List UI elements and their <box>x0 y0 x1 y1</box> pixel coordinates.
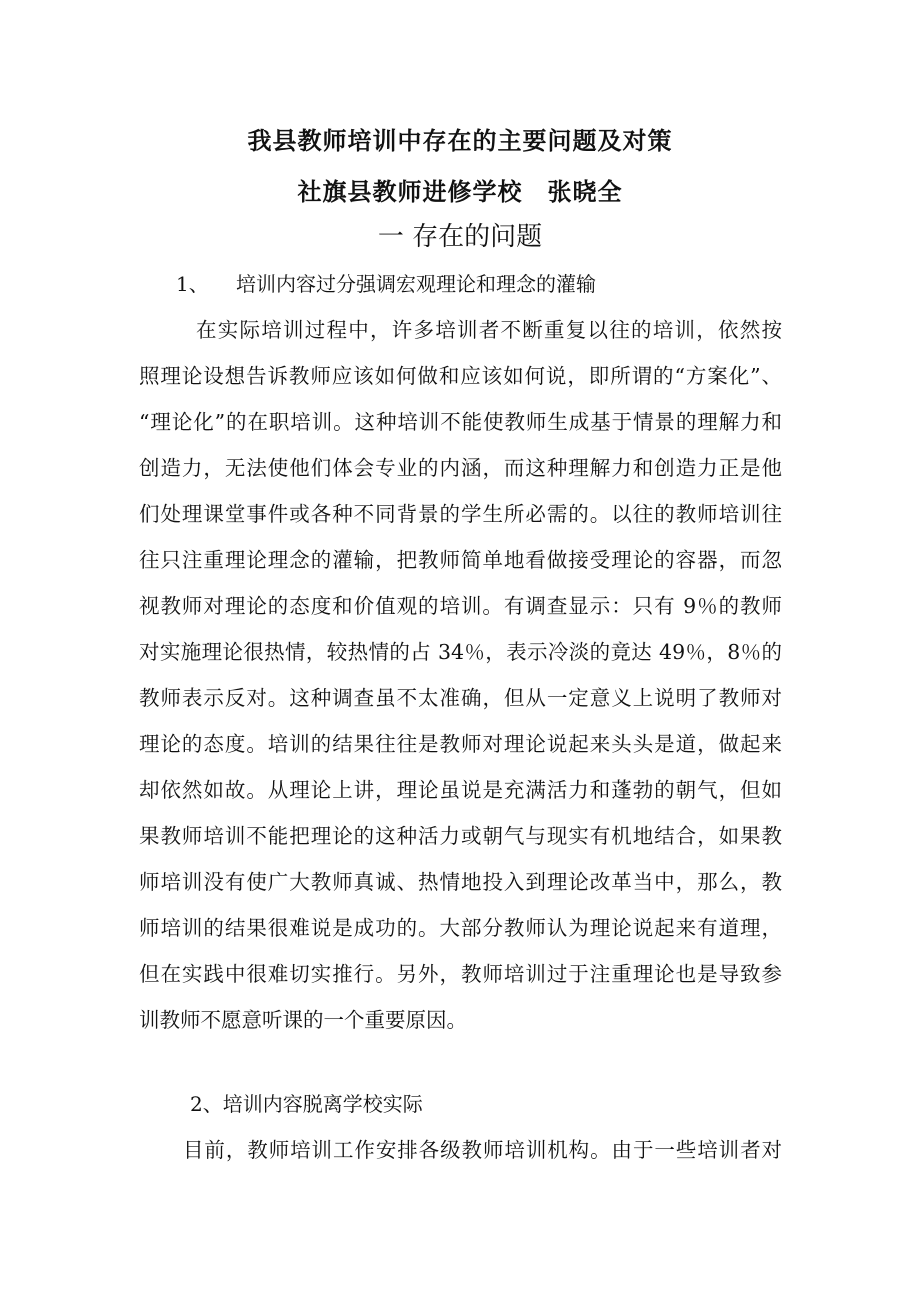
paragraph-line: 往只注重理论理念的灌输，把教师简单地看做接受理论的容器，而忽 <box>139 548 782 572</box>
document-title: 我县教师培训中存在的主要问题及对策 <box>247 126 673 155</box>
subheading-1-number: 1、 <box>176 272 209 296</box>
paragraph-line: 训教师不愿意听课的一个重要原因。 <box>139 1008 467 1032</box>
paragraph-line: 理论的态度。培训的结果往往是教师对理论说起来头头是道，做起来 <box>139 732 782 756</box>
paragraph-line: 却依然如故。从理论上讲，理论虽说是充满活力和蓬勃的朝气，但如 <box>139 778 782 802</box>
section-heading: 一 存在的问题 <box>377 222 543 252</box>
paragraph-line: 在实际培训过程中，许多培训者不断重复以往的培训，依然按 <box>196 318 782 342</box>
paragraph-line: 们处理课堂事件或各种不同背景的学生所必需的。以往的教师培训往 <box>139 502 782 526</box>
paragraph-line: 果教师培训不能把理论的这种活力或朝气与现实有机地结合，如果教 <box>139 824 782 848</box>
paragraph-line: 但在实践中很难切实推行。另外，教师培训过于注重理论也是导致参 <box>139 962 782 986</box>
paragraph-line: 视教师对理论的态度和价值观的培训。有调查显示：只有 9％的教师 <box>139 594 782 618</box>
paragraph-line: 教师表示反对。这种调查虽不太准确，但从一定意义上说明了教师对 <box>139 686 782 710</box>
paragraph-2-line: 目前，教师培训工作安排各级教师培训机构。由于一些培训者对 <box>183 1138 782 1162</box>
author-line: 社旗县教师进修学校 张晓全 <box>297 177 623 206</box>
subheading-1 <box>176 268 596 297</box>
subheading-1-text: 培训内容过分强调宏观理论和理念的灌输 <box>236 272 596 296</box>
subheading-2: 2、培训内容脱离学校实际 <box>190 1092 423 1116</box>
paragraph-line: 师培训没有使广大教师真诚、热情地投入到理论改革当中，那么，教 <box>139 870 782 894</box>
paragraph-line: 创造力，无法使他们体会专业的内涵，而这种理解力和创造力正是他 <box>139 456 782 480</box>
paragraph-line: 师培训的结果很难说是成功的。大部分教师认为理论说起来有道理， <box>139 916 782 940</box>
paragraph-line: 对实施理论很热情，较热情的占 34％，表示冷淡的竟达 49％，8％的 <box>139 640 782 664</box>
paragraph-line: “理论化”的在职培训。这种培训不能使教师生成基于情景的理解力和 <box>139 410 782 434</box>
paragraph-line: 照理论设想告诉教师应该如何做和应该如何说，即所谓的“方案化”、 <box>139 364 782 388</box>
